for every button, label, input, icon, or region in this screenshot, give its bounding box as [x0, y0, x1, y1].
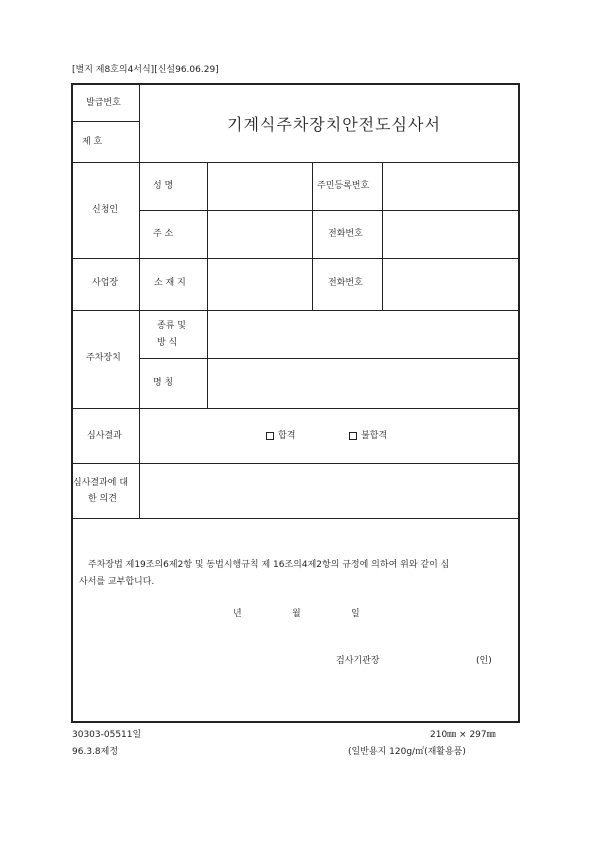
opinion-label-line1: 심사결과에 대: [73, 478, 129, 488]
fail-label: 불합격: [361, 431, 388, 441]
opinion-label-line2: 한 의견: [88, 494, 117, 504]
form-title: 기계식주차장치안전도심사서: [227, 115, 441, 134]
applicant-section-label: 신청인: [92, 205, 119, 215]
location-label: 소 재 지: [154, 278, 186, 288]
rrn-label: 주민등록번호: [317, 181, 370, 191]
device-section-label: 주차장치: [86, 353, 121, 363]
pass-label: 합격: [278, 431, 296, 441]
fail-checkbox[interactable]: [349, 432, 357, 440]
issue-number-label: 발급번호: [86, 98, 121, 108]
day-label: 일: [351, 609, 360, 619]
seal-label: (인): [476, 656, 492, 666]
business-section-label: 사업장: [92, 278, 119, 288]
address-label: 주 소: [153, 229, 174, 239]
authority-label: 검사기관장: [336, 656, 380, 666]
year-label: 년: [233, 609, 242, 619]
device-name-label: 명 칭: [153, 378, 174, 388]
type-label-line1: 종류 및: [157, 321, 186, 331]
form-reference: [별지 제8호의4서식][신설96.06.29]: [72, 65, 219, 75]
paper-size: 210㎜ × 297㎜: [430, 730, 496, 740]
form-date: 96.3.8제정: [72, 747, 119, 757]
paper-spec: (일반용지 120g/㎡(재활용품): [348, 747, 466, 757]
pass-checkbox[interactable]: [266, 432, 274, 440]
applicant-phone-label: 전화번호: [328, 229, 363, 239]
type-label-line2: 방 식: [157, 338, 178, 348]
name-label: 성 명: [153, 181, 174, 191]
business-phone-label: 전화번호: [328, 278, 363, 288]
number-label: 제 호: [82, 137, 103, 147]
statement-line1: 주차장법 제19조의6제2항 및 동법시행규칙 제 16조의4제2항의 규정에 의하여 위와 같이 심: [88, 560, 450, 570]
form-code: 30303-05511일: [72, 730, 142, 740]
month-label: 월: [292, 609, 301, 619]
result-section-label: 심사결과: [87, 431, 122, 441]
statement-line2: 사서를 교부합니다.: [79, 577, 155, 587]
